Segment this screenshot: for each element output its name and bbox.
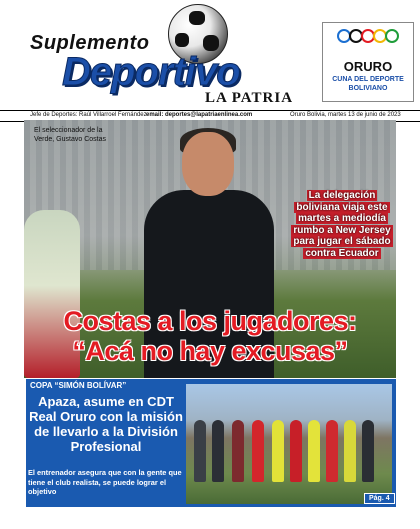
- delegation-text: La delegación boliviana viaja este martes a mediodía rumbo a New Jersey para jugar el sábado contra Ecuador: [293, 190, 391, 259]
- page-reference: Pág. 4: [364, 493, 395, 504]
- delegation-callout: [286, 190, 398, 259]
- newspaper-name: LA PATRIA: [205, 90, 294, 106]
- kicker: COPA “SIMÓN BOLÍVAR”: [30, 381, 127, 390]
- supplement-label: Suplemento: [30, 32, 150, 54]
- headline-line-1: Costas a los jugadores:: [63, 306, 357, 336]
- editor-credit: Jefe de Deportes: Raúl Villarroel Fernández: [30, 112, 147, 118]
- masthead-title: Deportivo: [62, 50, 240, 94]
- team-photo: [186, 384, 392, 504]
- email-address: email: deportes@lapatriaenlinea.com: [146, 112, 253, 118]
- secondary-subtext: El entrenador asegura que con la gente que tiene el club realista, se puede lograr el objetivo: [28, 468, 182, 496]
- main-headline: [30, 306, 390, 366]
- oruro-subtitle: CUNA DEL DEPORTE BOLIVIANO: [332, 76, 404, 92]
- masthead: [0, 0, 420, 108]
- secondary-headline: Apaza, asume en CDT Real Oruro con la misión de llevarlo a la División Profesional: [29, 394, 183, 454]
- headline-line-2: “Acá no hay excusas”: [72, 336, 348, 366]
- oruro-title: ORURO: [343, 59, 393, 74]
- photo-caption: El seleccionador de la Verde, Gustavo Costas: [34, 127, 106, 143]
- oruro-badge: [322, 22, 414, 102]
- dateline: Oruro Bolivia, martes 13 de junio de 2023: [290, 112, 401, 118]
